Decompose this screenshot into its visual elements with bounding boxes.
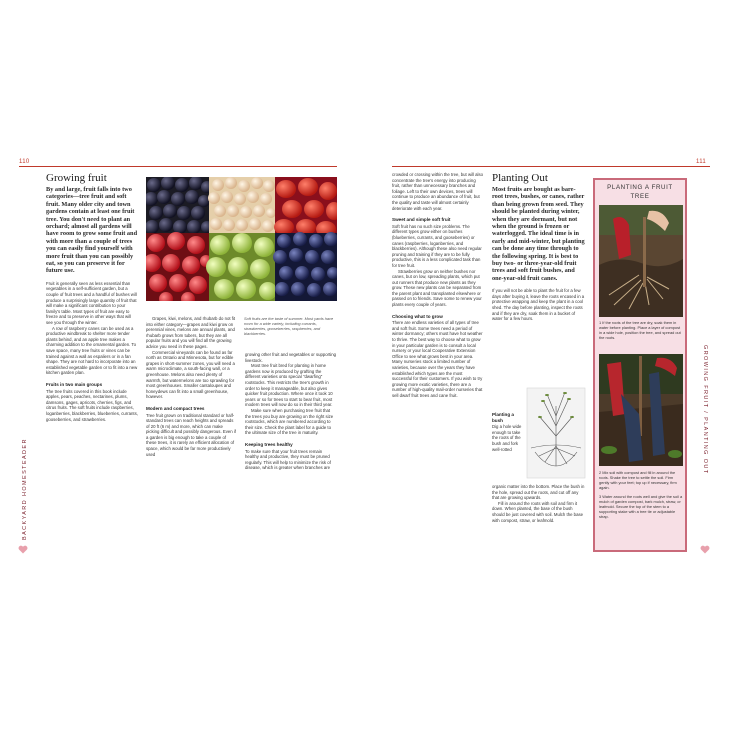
body-paragraph: Fruit is generally seen as less essential than vegetables in a self-sufficient garden, but a couple of fruit trees and a handful of bushes will produce a surprisingly large quantity of fruit that will make a significant contribution to your family's table. Most types of fruit are easy to freeze and to preserve in other ways that will see you through the winter. xyxy=(46,280,137,326)
running-head-right: GROWING FRUIT / PLANTING OUT xyxy=(702,345,708,475)
bush-illustration xyxy=(525,386,587,480)
box-photo-step-1 xyxy=(599,205,683,317)
right-column-2 xyxy=(492,172,586,322)
body-paragraph: Dig a hole wide enough to take the roots of the bush and fork well-rotted xyxy=(492,424,522,452)
subheading: Planting a bush xyxy=(492,412,514,423)
box-step-1: 1 If the roots of the tree are dry, soak them in water before planting. Place a layer of compost in a wide hole, position the tree, and spread out the roots. xyxy=(599,320,681,340)
body-paragraph: Most tree fruit bred for planting in home gardens now is produced by grafting the different varieties onto special "dwarfing" rootstocks. This restricts the tree's growth in order to keep it manageable, but also gives quicker fruit production. Where once it took 10 years or so for trees to start to bear fruit, most modern trees will now do so in their third year. xyxy=(245,363,333,408)
subheading: Keeping trees healthy xyxy=(245,441,293,447)
body-paragraph: A row of raspberry canes can be used as a productive windbreak to shelter more tender plants behind, and an apple tree makes a charming addition to the ornamental garden. To save space, many tree fruits or vines can be trained against a wall as espaliers or in a fan shape. They are not hard to incorporate into an established vegetable garden or to fit into a new kitchen garden plan. xyxy=(46,325,138,376)
body-paragraph: Commercial vineyards can be found as far north as Ontario and Minnesota, but for edible grapes in short-summer zones, you will need a warm microclimate, a south-facing wall, or a greenhouse. Melons also need plenty of warmth, but watermelons are too sprawling for most greenhouses. Smaller cantaloupes and honeydews can fit into a small greenhouse, however. xyxy=(146,349,235,400)
body-paragraph: Fill in around the roots with soil and firm it down. When planted, the base of the bush should be just covered with soil. Mulch the base with compost, straw, or leafmold. xyxy=(492,500,584,523)
body-paragraph: Tree fruit grown on traditional standard or half-standard trees can reach heights and spreads of 20 ft (6 m) and more, which can make picking difficult and possibly dangerous. Even if a garden is big enough to take a couple of these trees, it is rarely an efficient allocation of space, which would be far more productively used xyxy=(146,412,236,457)
right-column-2-continued xyxy=(492,484,586,523)
fruit-photo xyxy=(146,177,337,301)
body-paragraph: Strawberries grow on neither bushes nor canes, but on low, spreading plants, which put out runners that produce new plants as they grow. These new plants can be separated from the parent plant and transplanted elsewhere or passed on to friends. Save some to renew your plants every couple of years. xyxy=(392,268,482,308)
planting-bush-narrow xyxy=(492,412,522,452)
page-number-right: 111 xyxy=(696,159,707,165)
body-paragraph: The tree fruits covered in this book include apples, pears, peaches, nectarines, plums, damsons, gages, apricots, cherries, figs, and citrus fruits. The soft fruits include raspberries, loganberries, blackberries, blueberries, currants, gooseberries, and strawberries. xyxy=(46,388,138,422)
body-paragraph: organic matter into the bottom. Place the bush in the hole, spread out the roots, and cut off any that are growing upwards. xyxy=(492,484,585,501)
box-step-3: 3 Water around the roots well and give the soil a mulch of garden compost, bark mulch, straw, or leafmold. Secure the top of the stem to a supporting stake with a tree tie or adjustable strap. xyxy=(599,494,683,519)
body-paragraph: Soft fruit has no such size problems. The different types grow either on bushes (blueberries, currants, and gooseberries) or canes (raspberries, loganberries, and blackberries). Although these also need regular pruning and training if they are to be fully productive, this is a less complicated task than for tree fruit. xyxy=(392,223,482,268)
box-photo-step-2 xyxy=(599,354,683,466)
intro-paragraph-left: By and large, fruit falls into two categories—tree fruit and soft fruit. Many older city and town gardens contain at least one fruit tree. You don't need to plant an orchard; almost all gardens will have room to grow some fruit and with more than a couple of trees you can easily find yourself with more fruit than you can possibly eat, so you can preserve it for future use. xyxy=(46,186,138,275)
right-column-1 xyxy=(392,172,483,399)
header-rule-left xyxy=(19,166,337,167)
heart-icon xyxy=(18,545,28,554)
subheading: Choosing what to grow xyxy=(392,313,443,319)
body-paragraph: To make sure that your fruit trees remain healthy and productive, they must be pruned regularly. This will help to minimize the risk of disease, which is greater when branches are xyxy=(245,448,331,471)
left-column-2 xyxy=(146,316,237,457)
body-paragraph: Grapes, kiwi, melons, and rhubarb do not fit into either category—grapes and kiwi grow on perennial vines, melons are annual plants, and rhubarb grows from tubers, but they are all popular fruits and you will find all the growing advice you need in these pages. xyxy=(146,316,236,349)
page-title-left: Growing fruit xyxy=(46,172,107,184)
subheading: Fruits in two main groups xyxy=(46,381,103,387)
box-step-2: 2 Mix soil with compost and fill in around the roots. Shake the tree to settle the soil. Firm gently with your feet; top up if necessary, firm again. xyxy=(599,470,677,490)
page-number-left: 110 xyxy=(19,159,30,165)
heart-icon xyxy=(700,545,710,554)
box-title: PLANTING A FRUIT TREE xyxy=(607,184,673,200)
body-paragraph: Make sure when purchasing tree fruit that the trees you buy are growing on the right size rootstocks, which are numbered according to their size. Check the plant label for a guide to the ultimate size of the tree in maturity. xyxy=(245,407,334,436)
running-head-left: BACKYARD HOMESTEADER xyxy=(22,438,28,540)
intro-paragraph-right: Most fruits are bought as bare-root trees, bushes, or canes, rather than being grown from seed. They should be planted during winter, when they are dormant, but not when the ground is frozen or waterlogged. The ideal time is in early and mid-winter, but planting can be done any time through to the following spring. It is best to buy two- or three-year-old fruit trees and soft fruit bushes, and one-year-old fruit canes. xyxy=(492,186,585,282)
fruit-grid-image xyxy=(146,177,337,301)
body-paragraph: growing other fruit and vegetables or supporting livestock. xyxy=(245,352,337,363)
left-column-3 xyxy=(245,352,337,471)
body-paragraph: There are endless varieties of all types of tree and soft fruit. Some trees need a period of winter dormancy; others must have hot weather to thrive. The best way to choose what to grow in your particular garden is to consult a local nursery or your local Cooperative Extension Office to see what grows best in your area. Many nurseries stock a limited number of varieties, because over the years they have established which types are the most successful for their customers. If you wish to try growing more exotic varieties, there are a number of high-quality mail-order nurseries that sell dwarf fruit trees and cane fruit. xyxy=(392,320,483,398)
subheading: Modern and compact trees xyxy=(146,405,205,411)
page-title-right: Planting Out xyxy=(492,172,548,184)
header-rule-right xyxy=(392,166,710,167)
body-paragraph: crowded or crossing within the tree, but will also concentrate the tree's energy into producing fruit, rather than unnecessary branches and foliage. Left to their own devices, trees will continue to produce an abundance of fruit, but the quality and taste will almost certainly deteriorate with each year. xyxy=(392,172,483,211)
subheading: Sweet and simple soft fruit xyxy=(392,217,451,223)
body-paragraph: If you will not be able to plant the fruit for a few days after buying it, leave the roots encased in a protective wrapping and keep the plant in a cool shed. The day before planting, inspect the roots and if they are dry, soak them in a bucket of water for a few hours. xyxy=(492,288,585,322)
left-column-1 xyxy=(46,172,138,422)
photo-caption: Soft fruits are the taste of summer. Most yards have room for a wide variety, including currants, strawberries, gooseberries, raspberries, and blackberries. xyxy=(244,316,334,336)
